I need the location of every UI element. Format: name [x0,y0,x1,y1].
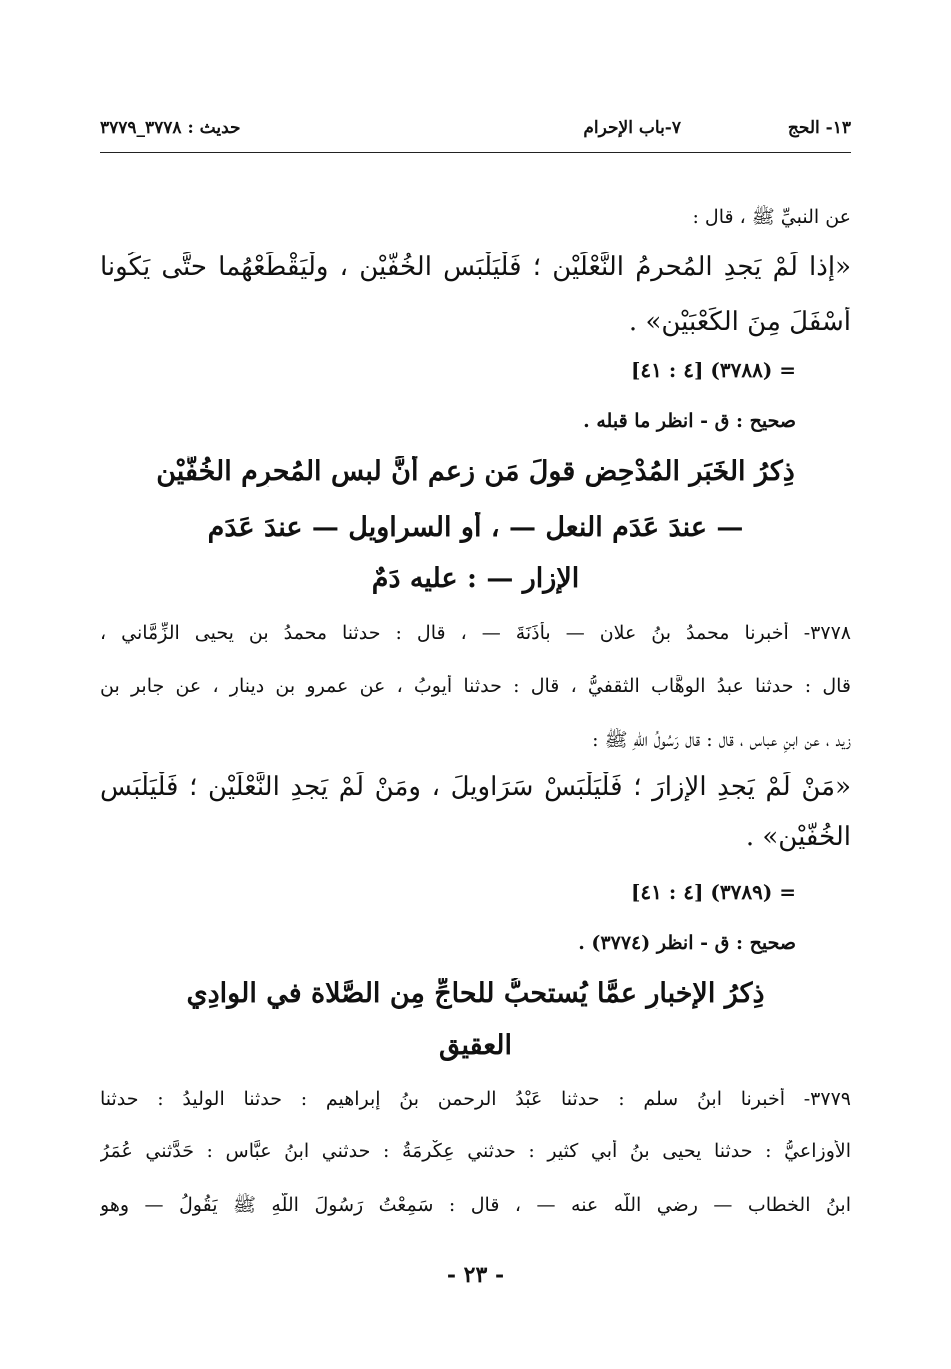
isnad-line: قال : حدثنا عبدُ الوهَّاب الثقفيُّ ، قال : حدثنا أيوبُ ، عن عمرِو بن دينارٍ ، عن جابر بن [100,675,851,697]
section-heading: العقيق [438,1030,513,1061]
cross-reference: = (٣٧٨٩) [٤ : ٤١] [630,880,796,904]
header-hadith-range: حديث : ٣٧٧٨_٣٧٧٩ [100,118,241,138]
header-chapter-title: ٧-باب الإحرام [583,118,681,138]
hadith-text-line: الخُفَّيْنِ» . [745,822,851,852]
section-heading: ذِكرُ الإخبارِ عمَّا يُستحبُّ للحاجِّ مِن الصَّلاة في الوادِي [186,978,765,1009]
header-rule [100,152,851,153]
hadith-text-line: «إذا لَمْ يَجدِ المُحرِمُ النَّعْلَيْنِ ؛ فَلْيَلْبَسِ الخُفَّيْنِ ، ولْيَقْطَعْهُما حتَّى يَكُونا [100,252,851,282]
isnad-line: ٣٧٧٨- أخبرنا محمدُ بنُ علان — بأَذَنَةَ — ، قال : حدثنا محمدُ بن يحيى الزِّمَّاني ، [100,622,851,644]
page-number: - ٢٣ - [446,1262,505,1288]
section-heading: — عندَ عَدَمِ النعل — ، أو السراويل — عندَ عَدَمِ [207,512,744,543]
cross-reference: = (٣٧٨٨) [٤ : ٤١] [630,358,796,382]
header-book-title: ١٣- الحج [787,118,851,138]
grading-note: صحيح : ق - انظر (٣٧٧٤) . [578,932,796,954]
hadith-text-line: «مَنْ لَمْ يَجدِ الإزارَ ؛ فَلْيَلْبَسْ سَرَاويلَ ، ومَنْ لَمْ يَجدِ النَّعْلَيْنِ ؛ فَلْيَلْبَس [100,772,851,802]
isnad-line: ٣٧٧٩- أخبرنا ابنُ سلمٍ : حدثنا عَبْدُ الرحمن بنُ إبراهيم : حدثنا الوليدُ : حدثنا [100,1088,851,1110]
grading-note: صحيح : ق - انظر ما قبله . [583,410,796,432]
section-heading: الإزار — : عليه دَمٌ [371,563,580,594]
section-heading: ذِكرُ الخَبَرِ المُدْحِضِ قولَ مَن زعم أنَّ لبس المُحرِمِ الخُفَّيْن [156,456,795,487]
running-header [100,118,851,150]
text-line: عن النبيِّ ﷺ ، قال : [692,206,851,228]
isnad-line: ابنُ الخطاب — رضي اللّه عنه — ، قال : سَمِعْتُ رَسُولَ اللّهِ ﷺ يَقُولُ — وهو [100,1194,851,1216]
hadith-text-line: أَسْفَلَ مِنَ الكَعْبَيْنِ» . [628,307,851,337]
isnad-line: الأوزاعيُّ : حدثنا يحيى بنُ أبي كثيرٍ : حدثني عِكْرِمَةُ : حدثني ابنُ عبَّاس : حَدَّثني عُمَرُ [100,1140,851,1162]
isnad-line: زيد ، عن ابنِ عباس ، قال : قال رَسُولُ اللّهِ ﷺ : [592,729,851,751]
